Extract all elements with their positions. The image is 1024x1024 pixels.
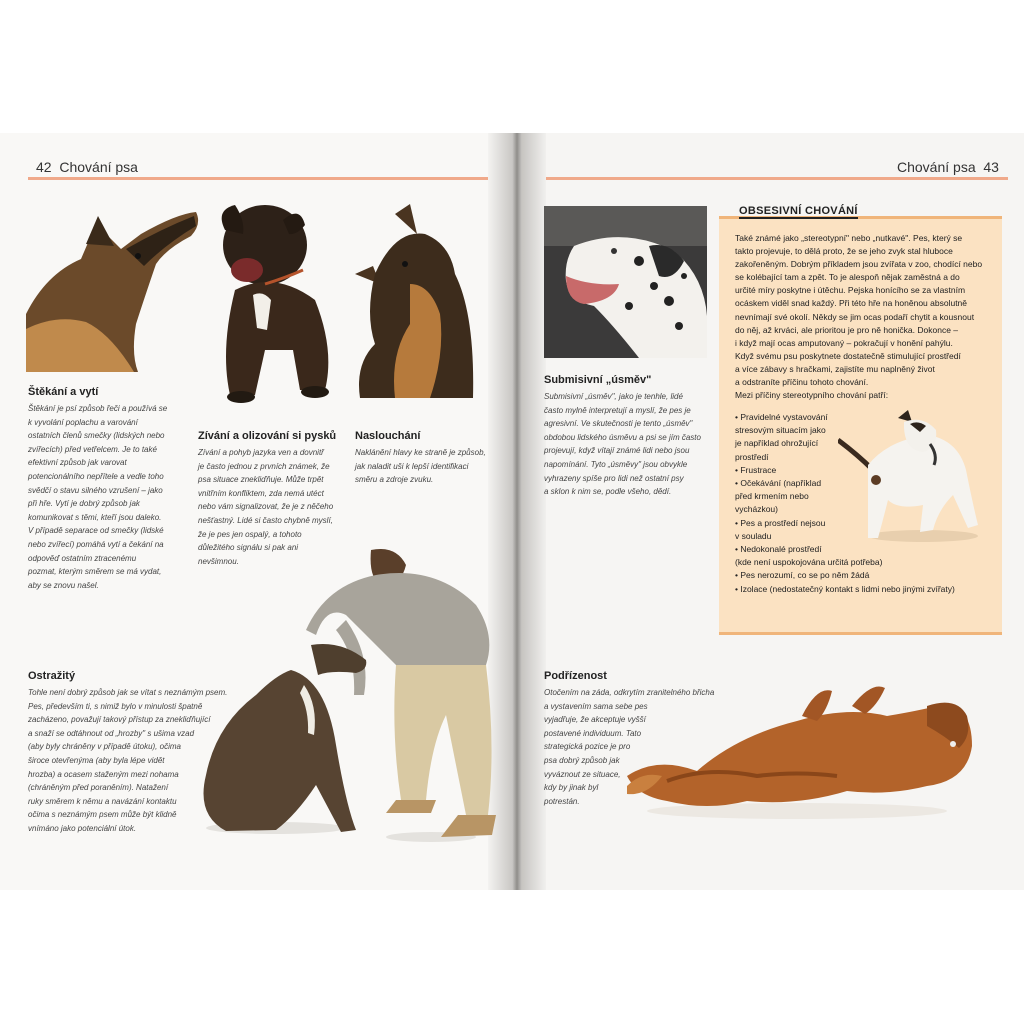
right-running-title: Chování psa — [897, 159, 976, 175]
text-line: nevšimnou. — [198, 556, 239, 566]
list-item: • Frustrace — [735, 464, 777, 475]
photo-howling-shepherd — [26, 204, 200, 372]
photo-yawning-dog — [205, 200, 345, 412]
left-running-title: Chování psa — [59, 159, 138, 175]
text-line: důležitého signálu si pak ani — [198, 543, 299, 553]
text-line: a odstraníte příčinu tohoto chování. — [735, 377, 869, 388]
text-line: očima s neznámým psem může být klidně — [28, 810, 177, 820]
left-running-head — [36, 159, 138, 175]
text-line: (aby byly chráněny v případě útoku), očima — [28, 742, 181, 752]
text-line: Submisivní „úsměv", jako je tenhle, lidé — [544, 392, 683, 401]
text-line: Tohle není dobrý způsob jak se vítat s neznámým psem. — [28, 688, 228, 697]
list-item: • Pes a prostředí nejsou — [735, 517, 826, 528]
text-line: efektivní způsob jak varovat — [28, 458, 127, 468]
text-line: Zívání a pohyb jazyka ven a dovnitř — [198, 448, 324, 457]
left-page-number: 42 — [36, 159, 52, 175]
text-line: Pes, především ti, s nimiž bylo v minulosti špatně — [28, 701, 203, 711]
text-line: často mylně interpretují a myslí, že pes je — [544, 405, 691, 415]
text-line: zakořeněným. Dobrým příkladem jsou zvířata v zoo, chodící nebo — [735, 259, 983, 270]
photo-terrier-chasing-tail — [838, 410, 980, 545]
text-line: určité míry poskytne i útěchu. Pejska honícího se za vlastním — [735, 285, 966, 296]
list-item: v souladu — [735, 530, 772, 541]
text-line: potencionálního nepřítele a vedle toho — [28, 471, 164, 481]
text-line: ocáskem viděl snad každý. Při této hře na honěnou absolutně — [735, 298, 968, 309]
list-item: prostředí — [735, 451, 769, 462]
text-line: vyjadřuje, že akceptuje vyšší — [544, 715, 646, 725]
list-item: před krmením nebo — [735, 491, 809, 502]
text-line: komunikovat s těmi, kteří jsou daleko. — [28, 512, 162, 522]
text-line: vyváznout ze situace, — [544, 769, 621, 779]
text-line: že je pes jen ospalý, a tohoto — [198, 529, 302, 539]
list-item: je například ohrožující — [735, 438, 819, 449]
text-line: V případě separace od smečky (lidské — [28, 526, 164, 536]
heading-barking: Štěkání a vytí — [28, 386, 99, 398]
text-line: agresivní. Ve skutečnosti je tento „úsměv" — [544, 419, 693, 429]
list-item: (kde není uspokojována určitá potřeba) — [735, 557, 883, 568]
list-item: • Pes nerozumí, co se po něm žádá — [735, 570, 870, 581]
right-page-number: 43 — [983, 159, 999, 175]
text-line: Také známé jako „stereotypní" nebo „nutkavé". Pes, který se — [735, 233, 963, 243]
text-submissive-smile — [544, 390, 704, 499]
text-line: obdobou lidského úsměvu a psi se jím často — [544, 432, 701, 442]
text-line: hrozba) a ocasem staženým mezi nohama — [28, 769, 179, 779]
text-line: při hře. Vytí je dobrý způsob jak — [28, 499, 140, 509]
text-line: nevnímají své okolí. Někdy se jim ocas podaří chytit a kousnout — [735, 311, 975, 322]
text-line: široce otevřenýma (aby byla lépe vidět — [28, 755, 165, 765]
text-line: a snaží se odtáhnout od „hrozby" s ušima vzad — [28, 728, 195, 738]
list-item: vycházkou) — [735, 504, 778, 515]
text-line: je často jednou z prvních známek, že — [198, 461, 330, 471]
list-item: • Pravidelné vystavování — [735, 412, 828, 422]
photo-dog-on-back — [627, 676, 975, 824]
text-line: aby se znovu našel. — [28, 580, 99, 590]
left-header-rule — [28, 177, 488, 180]
text-line: projevují, když vítají známé lidi nebo jsou — [544, 446, 690, 456]
text-line: jak naladit uši k lepší identifikaci — [355, 461, 469, 471]
text-line: směru a zdroje zvuku. — [355, 475, 434, 485]
text-line: ostatních členů smečky (lidských nebo — [28, 431, 165, 441]
text-line: vnitřním konfliktem, zda nemá utéct — [198, 488, 324, 498]
sidebar-title: OBSESIVNÍ CHOVÁNÍ — [739, 205, 858, 217]
text-line: nebo vám signalizovat, že je z něčeho — [198, 502, 334, 512]
heading-listening: Naslouchání — [355, 430, 421, 442]
book-gutter — [488, 133, 546, 890]
right-header-rule — [546, 177, 1008, 180]
text-line: Když svému psu poskytnete dostatečně stimulující prostředí — [735, 350, 961, 361]
text-alert — [28, 686, 238, 836]
heading-submission: Podřízenost — [544, 670, 607, 682]
text-line: se kolébající tam a zpět. To je alespoň nějak zaměstná a do — [735, 272, 960, 283]
list-item: • Izolace (nedostatečný kontakt s lidmi nebo jinými zvířaty) — [735, 583, 955, 594]
heading-yawning: Zívání a olizování si pysků — [198, 430, 337, 442]
text-line: nešťastný. Lidé si často chybně myslí, — [198, 515, 333, 525]
text-line: pozmat, kterým směrem se má vydat, — [28, 567, 162, 577]
text-line: zvířecích) před vetřelcem. Je to také — [28, 444, 157, 454]
text-line: strategická pozice je pro — [544, 742, 631, 752]
text-line: psa dobrý způsob jak — [544, 755, 620, 765]
text-line: Otočením na záda, odkrytím zranitelného břicha — [544, 688, 715, 697]
list-item: stresovým situacím jako — [735, 425, 826, 436]
text-line: zacházeno, považují takový přístup za znekliďňující — [28, 715, 211, 725]
text-line: do něj, až krváci, ale prioritou je pro ně honička. Dokonce – — [735, 324, 959, 335]
photo-dalmatian-smiling — [544, 206, 707, 358]
text-line: vnímáno jako potenciální útok. — [28, 823, 137, 833]
text-line: a sklon k nim se, podle všeho, dědí. — [544, 487, 672, 497]
sidebar-text — [735, 232, 997, 402]
text-line: kdy by jinak byl — [544, 783, 599, 793]
list-item: • Očekávání (například — [735, 478, 822, 489]
text-line: nebo zvířecí) pomáhá vytí a čekání na — [28, 539, 164, 549]
text-line: psa situace znekliďňuje. Může trpět — [198, 475, 324, 485]
text-line: a vystavením sama sebe pes — [544, 701, 648, 711]
heading-submissive-smile: Submisivní „úsměv" — [544, 374, 652, 386]
text-line: potrestán. — [544, 796, 580, 806]
text-line: svědčí o stavu silného vzrušení – jako — [28, 485, 163, 495]
text-listening — [355, 446, 490, 487]
heading-alert: Ostražitý — [28, 670, 76, 682]
text-line: postavené individuum. Tato — [544, 728, 642, 738]
text-barking — [28, 402, 198, 592]
text-line: Mezi příčiny stereotypního chování patří: — [735, 390, 889, 401]
text-line: Štěkání je psí způsob řeči a používá se — [28, 404, 168, 413]
text-line: (chráněným před poraněním). Natažení — [28, 783, 169, 793]
text-line: Naklánění hlavy ke straně je způsob, — [355, 448, 486, 457]
list-item: • Nedokonalé prostředí — [735, 544, 822, 555]
text-line: ruky směrem k němu a navázání kontaktu — [28, 796, 177, 806]
text-line: odpověď ostatním ztracenému — [28, 553, 137, 563]
text-line: napomínání. Tyto „úsměvy" jsou obvykle — [544, 459, 688, 469]
photo-man-and-dog — [196, 545, 496, 845]
photo-listening-dog — [355, 204, 480, 398]
text-line: i když mají ocas amputovaný – pokračují v honění pahýlu. — [735, 337, 953, 348]
text-line: vyhrazeny spíše pro lidi než ostatní psy — [544, 473, 684, 483]
right-running-head — [897, 159, 999, 175]
text-line: k vyvolání poplachu a varování — [28, 417, 138, 427]
text-line: takto projevuje, to dělá proto, že se jeho zvyk stal hluboce — [735, 246, 953, 257]
text-line: a více zábavy s hračkami, zajistíte mu naplněný život — [735, 363, 935, 374]
